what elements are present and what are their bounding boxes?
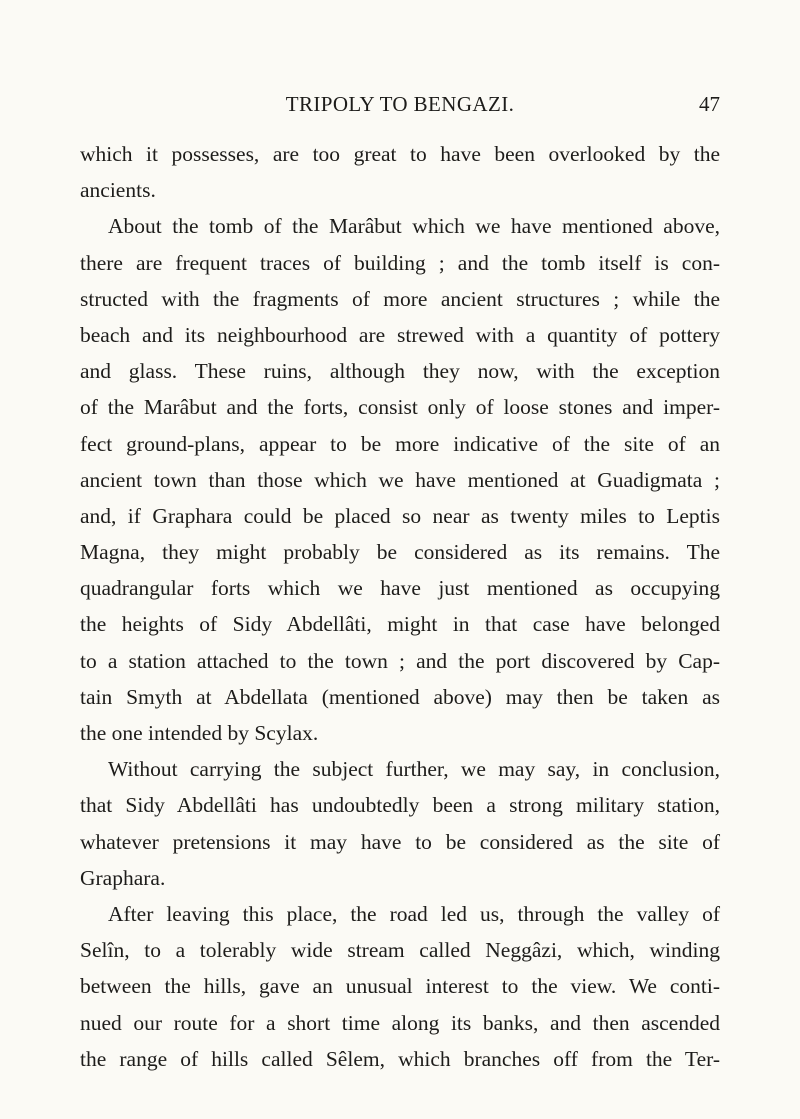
text-line: and glass. These ruins, although they now, with the exception	[80, 359, 720, 384]
text-line: the one intended by Scylax.	[80, 721, 319, 745]
text-line: structed with the fragments of more ancient structures ; while the	[80, 286, 720, 311]
text-line: fect ground-plans, appear to be more indicative of the site of an	[80, 431, 720, 456]
page-number: 47	[699, 92, 720, 116]
text-line: Selîn, to a tolerably wide stream called Neggâzi, which, winding	[80, 938, 720, 963]
text-line: the heights of Sidy Abdellâti, might in that case have belonged	[80, 612, 720, 637]
running-title: TRIPOLY TO BENGAZI.	[285, 92, 515, 116]
text-line: between the hills, gave an unusual interest to the view. We conti-	[80, 974, 720, 999]
text-line: nued our route for a short time along its banks, and then ascended	[80, 1010, 720, 1035]
text-line: beach and its neighbourhood are strewed with a quantity of pottery	[80, 322, 720, 347]
text-line: About the tomb of the Marâbut which we have mentioned above,	[108, 214, 720, 239]
text-line: Graphara.	[80, 865, 166, 890]
text-line: ancients.	[80, 178, 156, 203]
running-head	[80, 92, 720, 122]
text-line: Magna, they might probably be considered as its remains. The	[80, 540, 720, 565]
text-line: tain Smyth at Abdellata (mentioned above) may then be taken as	[80, 684, 720, 709]
text-line: of the Marâbut and the forts, consist only of loose stones and imper-	[80, 395, 720, 420]
text-line: ancient town than those which we have mentioned at Guadigmata ;	[80, 467, 720, 492]
text-line: and, if Graphara could be placed so near as twenty miles to Leptis	[80, 503, 720, 528]
text-line: which it possesses, are too great to have been overlooked by the	[80, 142, 720, 166]
body-text	[80, 136, 720, 1077]
text-line: Without carrying the subject further, we may say, in conclusion,	[108, 757, 720, 782]
text-line: there are frequent traces of building ; and the tomb itself is con-	[80, 250, 720, 275]
text-line: whatever pretensions it may have to be considered as the site of	[80, 829, 720, 854]
text-line: that Sidy Abdellâti has undoubtedly been a strong military station,	[80, 793, 720, 818]
text-line: the range of hills called Sêlem, which branches off from the Ter-	[80, 1046, 720, 1071]
text-line: quadrangular forts which we have just mentioned as occupying	[80, 576, 720, 601]
text-line: After leaving this place, the road led us, through the valley of	[108, 901, 720, 926]
text-line: to a station attached to the town ; and the port discovered by Cap-	[80, 648, 720, 673]
